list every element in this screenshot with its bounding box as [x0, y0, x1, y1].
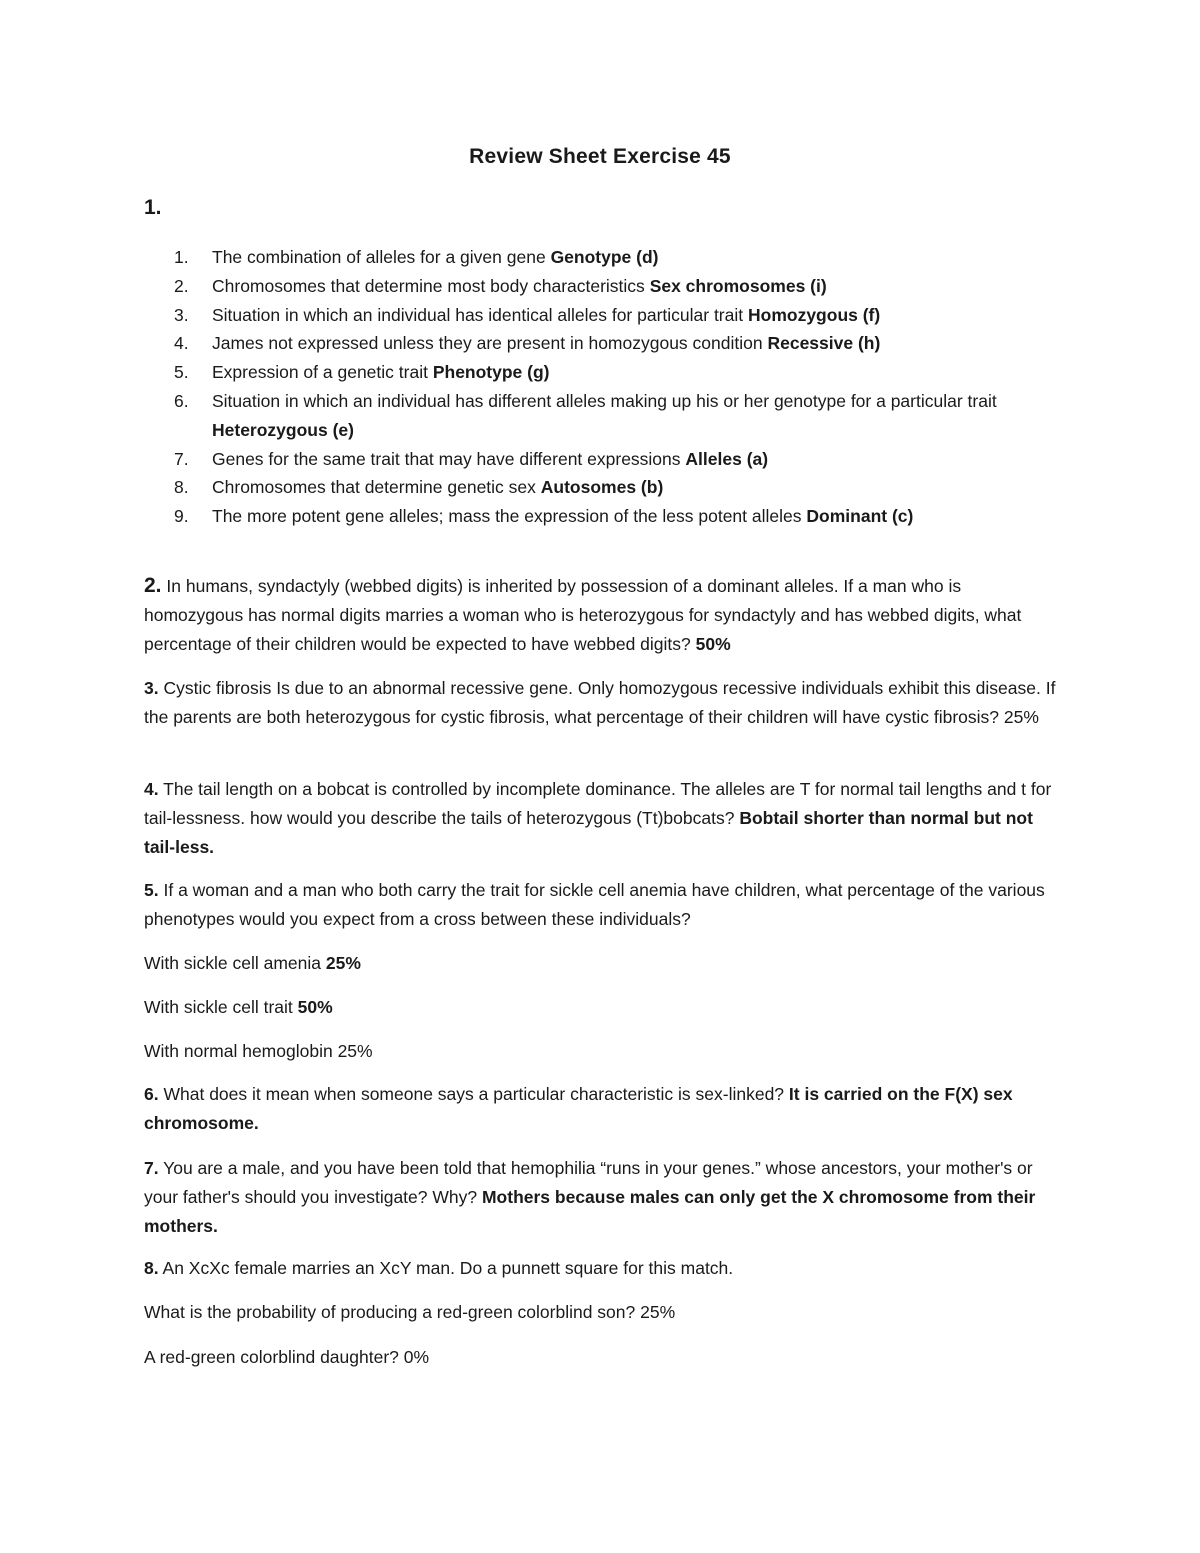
question-5-line-answer: 50% — [297, 997, 333, 1017]
list-item-answer: Homozygous (f) — [748, 304, 881, 325]
list-item-answer: Alleles (a) — [685, 448, 769, 469]
question-7-number: 7. — [144, 1158, 159, 1178]
list-item-text: Genes for the same trait that may have different expressions — [212, 448, 681, 469]
question-7-text: You are a male, and you have been told that hemophilia “runs in your genes.” whose ancestors, your mother's or your father's should you investigate? Why? — [144, 1158, 1033, 1207]
list-item-answer: Phenotype (g) — [432, 362, 550, 383]
question-1-number: 1. — [144, 196, 162, 219]
list-item-number: 1. — [174, 247, 189, 267]
list-item-answer: Autosomes (b) — [540, 477, 664, 498]
list-item-text: The combination of alleles for a given gene — [212, 247, 546, 267]
list-item-text: Situation in which an individual has identical alleles for particular trait — [212, 304, 744, 325]
list-item-text: Situation in which an individual has different alleles making up his or her genotype for a particular trait — [212, 390, 997, 411]
question-7 — [144, 1154, 1056, 1241]
question-5-text: If a woman and a man who both carry the trait for sickle cell anemia have children, what percentage of the various phenotypes would you expect from a cross between these individuals? — [144, 880, 1045, 929]
list-item-number: 8. — [174, 477, 189, 498]
question-3-text: Cystic fibrosis Is due to an abnormal recessive gene. Only homozygous recessive individuals exhibit this disease. If the parents are both heterozygous for cystic fibrosis, what percentage of their children will have cystic fibrosis? — [144, 678, 1056, 727]
list-item — [0, 502, 1200, 531]
question-3 — [144, 674, 1056, 732]
question-8-sub — [144, 1343, 1056, 1372]
question-8-sub-label: What is the probability of producing a red-green colorblind son? — [144, 1302, 636, 1322]
list-item-text: James not expressed unless they are present in homozygous condition — [212, 333, 763, 354]
list-item — [0, 243, 1200, 272]
list-item — [0, 445, 1200, 474]
question-6-text: What does it mean when someone says a particular characteristic is sex-linked? — [163, 1084, 785, 1104]
list-item — [0, 387, 1200, 445]
question-6-answer: It is carried on the F(X) sex chromosome. — [144, 1084, 1013, 1133]
question-8-text: An XcXc female marries an XcY man. Do a punnett square for this match. — [162, 1258, 734, 1278]
question-4-answer: Bobtail shorter than normal but not tail-less. — [144, 808, 1033, 857]
question-8 — [144, 1254, 1056, 1283]
question-2 — [144, 571, 1056, 659]
question-8-sub — [144, 1298, 1056, 1327]
question-5-line-answer: 25% — [325, 953, 361, 973]
list-item-answer: Heterozygous (e) — [212, 419, 354, 440]
question-5-line-label: With normal hemoglobin — [144, 1041, 333, 1061]
list-item-number: 9. — [174, 506, 189, 527]
list-item-text: Chromosomes that determine most body characteristics — [212, 275, 645, 296]
question-8-number: 8. — [144, 1258, 159, 1278]
list-item-number: 4. — [174, 333, 189, 354]
list-item-number: 7. — [174, 448, 189, 469]
question-5-line-label: With sickle cell trait — [144, 997, 293, 1017]
list-item-number: 2. — [174, 275, 189, 296]
question-5 — [144, 876, 1056, 934]
list-item — [0, 301, 1200, 330]
list-item-number: 3. — [174, 304, 189, 325]
question-5-number: 5. — [144, 880, 159, 900]
list-item-text: Chromosomes that determine genetic sex — [212, 477, 536, 498]
list-item-answer: Genotype (d) — [550, 247, 659, 267]
question-8-sub-label: A red-green colorblind daughter? — [144, 1347, 399, 1367]
question-7-answer: Mothers because males can only get the X chromosome from their mothers. — [144, 1187, 1036, 1236]
question-3-answer: 25% — [1003, 707, 1039, 727]
question-2-text: In humans, syndactyly (webbed digits) is inherited by possession of a dominant alleles. If a man who is homozygous has normal digits marries a woman who is heterozygous for syndactyly and has webbed digits, what percentage of their children would be expected to have webbed digits? — [144, 576, 1022, 654]
list-item-answer: Recessive (h) — [767, 333, 881, 354]
list-item-answer: Dominant (c) — [806, 506, 914, 527]
question-4 — [144, 775, 1056, 862]
question-6 — [144, 1080, 1056, 1138]
list-item — [0, 272, 1200, 301]
question-4-number: 4. — [144, 779, 159, 799]
list-item — [0, 473, 1200, 502]
question-2-number: 2. — [144, 574, 162, 597]
list-item-text: The more potent gene alleles; mass the expression of the less potent alleles — [212, 506, 802, 527]
list-item — [0, 358, 1200, 387]
question-2-answer: 50% — [695, 634, 731, 654]
list-item-answer: Sex chromosomes (i) — [649, 275, 827, 296]
list-item-number: 6. — [174, 390, 189, 411]
list-item-text: Expression of a genetic trait — [212, 362, 428, 383]
question-6-number: 6. — [144, 1084, 159, 1104]
question-4-text: The tail length on a bobcat is controlled by incomplete dominance. The alleles are T for normal tail lengths and t for tail-lessness. how would you describe the tails of heterozygous (Tt)bobcats? — [144, 779, 1052, 828]
question-8-sub-answer: 0% — [403, 1347, 430, 1367]
question-5-line — [144, 1037, 1056, 1066]
question-3-number: 3. — [144, 678, 159, 698]
question-8-sub-answer: 25% — [640, 1302, 676, 1322]
page-title: Review Sheet Exercise 45 — [469, 145, 731, 168]
question-5-line-answer: 25% — [337, 1041, 373, 1061]
list-item-number: 5. — [174, 362, 189, 383]
list-item — [0, 329, 1200, 358]
question-5-line-label: With sickle cell amenia — [144, 953, 321, 973]
question-5-line — [144, 949, 1056, 978]
question-5-line — [144, 993, 1056, 1022]
definition-list — [0, 243, 1200, 531]
